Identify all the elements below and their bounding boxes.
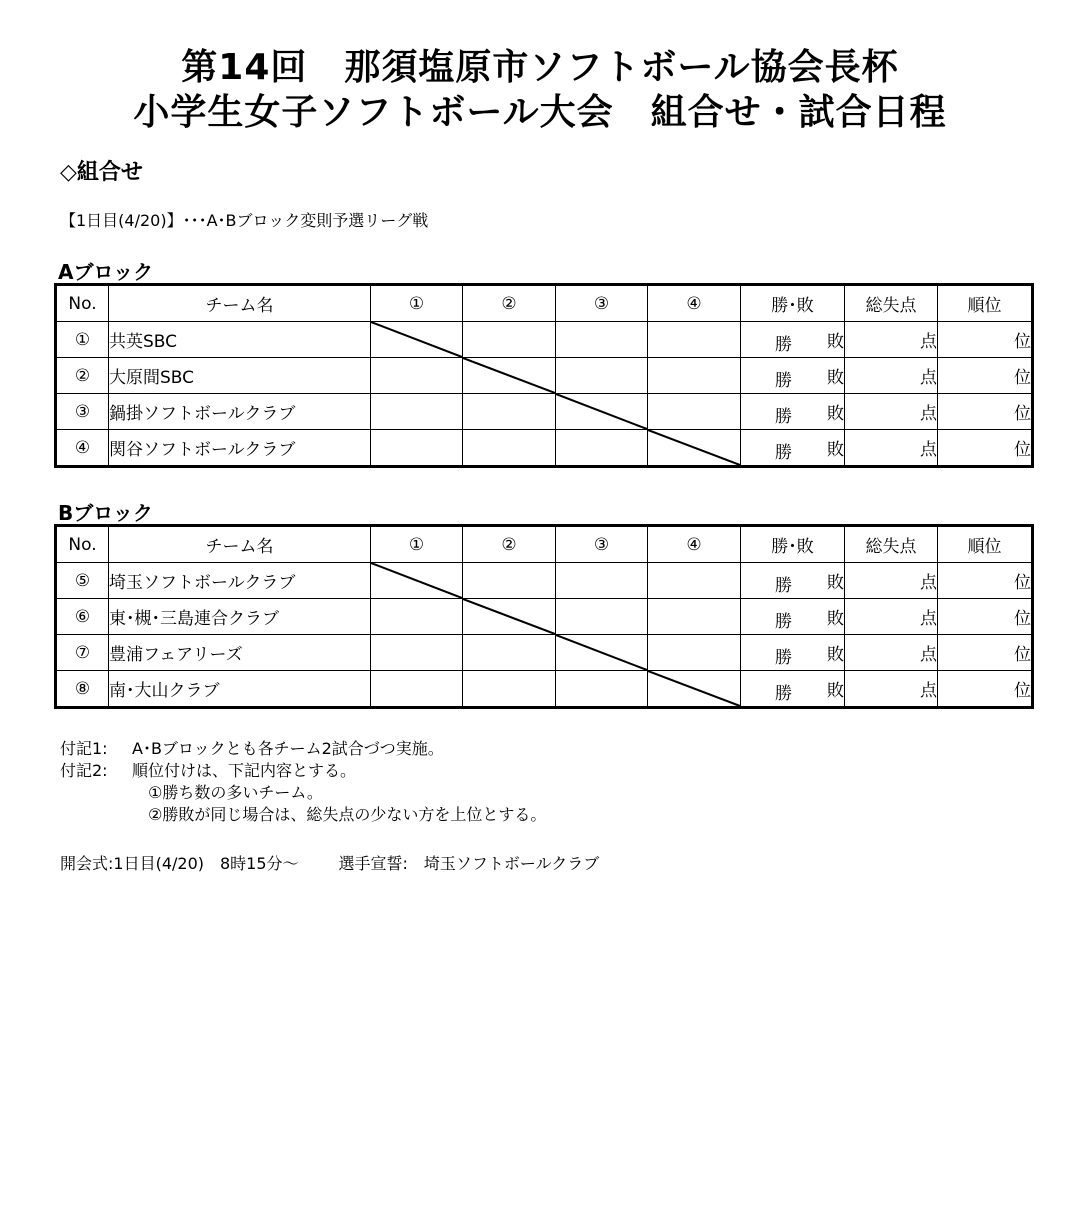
team-name: 関谷ソフトボールクラブ: [109, 430, 371, 467]
day-schedule-line: 【1日目(4/20)】･･･A･Bブロック変則予選リーグ戦: [60, 211, 429, 230]
win-loss-cell: 勝 敗: [741, 563, 845, 599]
result-cell: [556, 358, 648, 394]
win-loss-cell: 勝 敗: [741, 671, 845, 708]
result-cell: [463, 563, 556, 599]
block-a-header-row: [56, 285, 1033, 322]
self-match-cell: [371, 563, 463, 599]
header-opp-3: ③: [556, 285, 648, 322]
block-a-table: [54, 283, 1034, 468]
self-match-cell: [463, 358, 556, 394]
header-no: No.: [56, 285, 109, 322]
rank-cell: 位: [938, 358, 1033, 394]
points-cell: 点: [845, 358, 938, 394]
note-2: [60, 760, 546, 782]
self-match-cell: [556, 394, 648, 430]
table-row: [56, 322, 1033, 358]
result-cell: [648, 563, 741, 599]
note-2-label: 付記2:: [60, 761, 108, 780]
block-b-label: Bブロック: [58, 501, 153, 525]
points-cell: 点: [845, 394, 938, 430]
header-points: 総失点: [845, 526, 938, 563]
header-win-loss: 勝･敗: [741, 285, 845, 322]
header-opp-2: ②: [463, 526, 556, 563]
result-cell: [463, 671, 556, 708]
block-b-table: [54, 524, 1034, 709]
section-heading: ◇組合せ: [60, 160, 143, 185]
rank-cell: 位: [938, 671, 1033, 708]
note-2-item-1: ①勝ち数の多いチーム。: [148, 783, 323, 802]
self-match-cell: [648, 671, 741, 708]
points-cell: 点: [845, 635, 938, 671]
result-cell: [371, 635, 463, 671]
header-opp-3: ③: [556, 526, 648, 563]
team-name: 大原間SBC: [109, 358, 371, 394]
table-row: [56, 563, 1033, 599]
rank-cell: 位: [938, 322, 1033, 358]
block-a-label: Aブロック: [58, 260, 154, 284]
team-number: ④: [56, 430, 109, 467]
win-loss-cell: 勝 敗: [741, 394, 845, 430]
team-name: 鍋掛ソフトボールクラブ: [109, 394, 371, 430]
note-2-item-2: ②勝敗が同じ場合は、総失点の少ない方を上位とする。: [148, 805, 547, 824]
result-cell: [556, 322, 648, 358]
player-oath: 選手宣誓: 埼玉ソフトボールクラブ: [338, 854, 600, 873]
team-number: ②: [56, 358, 109, 394]
result-cell: [371, 599, 463, 635]
result-cell: [371, 430, 463, 467]
document-title-line-1: 第14回 那須塩原市ソフトボール協会長杯: [181, 47, 899, 88]
result-cell: [648, 394, 741, 430]
header-opp-4: ④: [648, 526, 741, 563]
header-no: No.: [56, 526, 109, 563]
header-points: 総失点: [845, 285, 938, 322]
rank-cell: 位: [938, 599, 1033, 635]
result-cell: [556, 671, 648, 708]
header-rank: 順位: [938, 526, 1033, 563]
table-row: [56, 671, 1033, 708]
result-cell: [648, 599, 741, 635]
result-cell: [371, 671, 463, 708]
team-number: ①: [56, 322, 109, 358]
header-win-loss: 勝･敗: [741, 526, 845, 563]
team-number: ⑥: [56, 599, 109, 635]
rank-cell: 位: [938, 394, 1033, 430]
notes: [60, 738, 546, 826]
team-name: 豊浦フェアリーズ: [109, 635, 371, 671]
points-cell: 点: [845, 563, 938, 599]
win-loss-cell: 勝 敗: [741, 358, 845, 394]
header-team: チーム名: [109, 526, 371, 563]
points-cell: 点: [845, 599, 938, 635]
result-cell: [371, 358, 463, 394]
note-2-text: 順位付けは、下記内容とする。: [132, 761, 357, 780]
team-number: ⑧: [56, 671, 109, 708]
result-cell: [556, 599, 648, 635]
result-cell: [648, 358, 741, 394]
note-1-label: 付記1:: [60, 739, 108, 758]
header-rank: 順位: [938, 285, 1033, 322]
result-cell: [648, 635, 741, 671]
header-opp-1: ①: [371, 285, 463, 322]
table-row: [56, 394, 1033, 430]
table-row: [56, 430, 1033, 467]
note-1-text: A･Bブロックとも各チーム2試合づつ実施。: [132, 739, 444, 758]
opening-ceremony: 開会式:1日目(4/20) 8時15分～: [60, 854, 299, 873]
win-loss-cell: 勝 敗: [741, 322, 845, 358]
ceremony-line: [60, 851, 599, 874]
team-number: ⑤: [56, 563, 109, 599]
team-number: ③: [56, 394, 109, 430]
result-cell: [556, 430, 648, 467]
team-name: 共英SBC: [109, 322, 371, 358]
result-cell: [463, 430, 556, 467]
self-match-cell: [556, 635, 648, 671]
note-1: [60, 738, 546, 760]
self-match-cell: [371, 322, 463, 358]
rank-cell: 位: [938, 430, 1033, 467]
result-cell: [648, 322, 741, 358]
win-loss-cell: 勝 敗: [741, 599, 845, 635]
header-opp-2: ②: [463, 285, 556, 322]
rank-cell: 位: [938, 563, 1033, 599]
header-opp-1: ①: [371, 526, 463, 563]
result-cell: [463, 322, 556, 358]
win-loss-cell: 勝 敗: [741, 430, 845, 467]
rank-cell: 位: [938, 635, 1033, 671]
result-cell: [463, 635, 556, 671]
team-name: 埼玉ソフトボールクラブ: [109, 563, 371, 599]
team-name: 南･大山クラブ: [109, 671, 371, 708]
points-cell: 点: [845, 671, 938, 708]
result-cell: [463, 394, 556, 430]
header-opp-4: ④: [648, 285, 741, 322]
team-name: 東･槻･三島連合クラブ: [109, 599, 371, 635]
points-cell: 点: [845, 322, 938, 358]
table-row: [56, 358, 1033, 394]
block-b-header-row: [56, 526, 1033, 563]
table-row: [56, 635, 1033, 671]
win-loss-cell: 勝 敗: [741, 635, 845, 671]
team-number: ⑦: [56, 635, 109, 671]
self-match-cell: [463, 599, 556, 635]
points-cell: 点: [845, 430, 938, 467]
result-cell: [556, 563, 648, 599]
result-cell: [371, 394, 463, 430]
self-match-cell: [648, 430, 741, 467]
document-title-line-2: 小学生女子ソフトボール大会 組合せ・試合日程: [133, 92, 947, 133]
table-row: [56, 599, 1033, 635]
header-team: チーム名: [109, 285, 371, 322]
